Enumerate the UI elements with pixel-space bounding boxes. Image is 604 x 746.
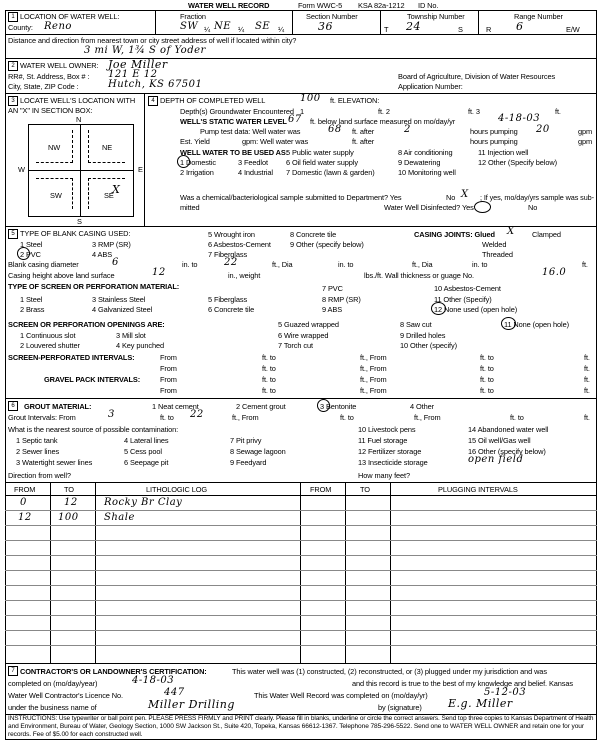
joints-welded[interactable]: Welded [482, 240, 507, 249]
yield-after: ft. after [352, 137, 375, 146]
interval-to-2: ft. to [480, 386, 494, 395]
groundwater-1: 1 [300, 107, 305, 116]
grout-intervals-label: Grout Intervals: From [8, 413, 76, 422]
interval-to-2: ft. to [480, 364, 494, 373]
chem-question: Was a chemical/bacteriological sample submitted to Department? Yes [180, 193, 402, 202]
use-option[interactable]: 1 Domestic [180, 158, 216, 167]
log-header-from: FROM [14, 485, 36, 494]
log-from[interactable]: 0 [20, 497, 27, 508]
yield-label: Est. Yield [180, 137, 210, 146]
locate-subtitle: AN "X" IN SECTION BOX: [8, 106, 93, 115]
screen-option[interactable]: 9 ABS [322, 305, 343, 314]
business-value[interactable]: Miller Drilling [148, 698, 235, 711]
casing-option[interactable]: 2 PVC [20, 250, 41, 259]
city-value[interactable]: Hutch, KS 67501 [108, 79, 203, 90]
distance-value[interactable]: 3 mi W, 1¾ S of Yoder [84, 45, 206, 56]
rule [5, 663, 597, 664]
township-s: S [458, 25, 463, 34]
row-line [5, 540, 597, 541]
license-label: Water Well Contractor's Licence No. [8, 691, 123, 700]
locate-title: LOCATE WELL'S LOCATION WITH [20, 96, 136, 105]
rule [5, 482, 597, 483]
diameter-label: Blank casing diameter [8, 260, 79, 269]
contam-option[interactable]: 1 Septic tank [16, 436, 58, 445]
pump-label: Pump test data: Well water was [200, 127, 301, 136]
section-5-number: 5 [8, 229, 18, 239]
static-value[interactable]: 67 [288, 114, 302, 125]
interval-to: ft. to [262, 375, 276, 384]
section-4-number: 4 [148, 96, 158, 106]
id-label: ID No. [418, 1, 439, 10]
signature-value[interactable]: E.g. Miller [448, 697, 513, 710]
diameter-in-to: in. to [182, 260, 198, 269]
interval-end: ft. [584, 375, 590, 384]
section-3-number: 3 [8, 96, 18, 106]
opening-option[interactable]: 2 Louvered shutter [20, 341, 80, 350]
grout-option[interactable]: 3 Bentonite [320, 402, 357, 411]
county-value[interactable]: Reno [44, 21, 72, 32]
township-t: T [384, 25, 389, 34]
instructions-2: and Environment, Bureau of Water, Geology Section, 1000 SW Jackson St., Suite 420, Topeka, Kansas 66612-1367. Telephone 785-296-5522. Send one to WATER WELL OWNER and retain one for your [8, 723, 584, 730]
screen-option[interactable]: 4 Galvanized Steel [92, 305, 153, 314]
screen-option[interactable]: 2 Brass [20, 305, 45, 314]
form-title: WATER WELL RECORD [188, 1, 270, 10]
divider [292, 11, 293, 34]
opening-option[interactable]: 1 Continuous slot [20, 331, 76, 340]
contam-option[interactable]: 15 Oil well/Gas well [468, 436, 531, 445]
address-label: RR#, St. Address, Box # : [8, 72, 90, 81]
fraction-q3[interactable]: SE [255, 21, 271, 32]
quarter-mark: ¼ [278, 25, 285, 34]
height-value[interactable]: 12 [152, 267, 166, 278]
use-option[interactable]: 6 Oil field water supply [286, 158, 358, 167]
screen-option[interactable]: 3 Stainless Steel [92, 295, 146, 304]
use-option[interactable]: 3 Feedlot [238, 158, 268, 167]
row-line [5, 510, 597, 511]
casing-option[interactable]: 3 RMP (SR) [92, 240, 131, 249]
instructions-1: INSTRUCTIONS: Use typewriter or ball point pen. PLEASE PRESS FIRMLY and PRINT clearly. Please fill in blanks, underline or circle the correct answers. Send top three copies to Kansas Department of Health [8, 715, 594, 722]
signature-label: by (signature) [378, 703, 422, 712]
interval-to: ft. to [262, 353, 276, 362]
screen-option[interactable]: 5 Fiberglass [208, 295, 248, 304]
pump-ft[interactable]: 68 [328, 124, 342, 135]
row-line [5, 585, 597, 586]
casing-option[interactable]: 5 Wrought iron [208, 230, 255, 239]
fraction-label: Fraction [180, 12, 206, 21]
rule [5, 495, 597, 496]
interval-from: From [160, 386, 177, 395]
record-date[interactable]: 5-12-03 [484, 687, 527, 698]
groundwater-2: ft. 2 [378, 107, 390, 116]
log-header-to: TO [64, 485, 74, 494]
groundwater-3: ft. 3 [468, 107, 480, 116]
divider [478, 11, 479, 34]
interval-from: From [160, 375, 177, 384]
grout-option[interactable]: 2 Cement grout [236, 402, 286, 411]
row-line [5, 630, 597, 631]
grout-rest-2: ft. to [340, 413, 354, 422]
county-label: County: [8, 23, 33, 32]
interval-to-2: ft. to [480, 375, 494, 384]
disinfect-yes-circle [474, 201, 491, 213]
log-to[interactable]: 100 [58, 512, 79, 523]
log-desc[interactable]: Shale [104, 512, 135, 523]
casing-option[interactable]: 8 Concrete tile [290, 230, 337, 239]
completed-label: completed on (mo/day/year) [8, 679, 98, 688]
use-selected-circle [177, 155, 190, 168]
grout-option[interactable]: 1 Neat cement [152, 402, 199, 411]
openings-title: SCREEN OR PERFORATION OPENINGS ARE: [8, 320, 165, 329]
compass-e: E [138, 165, 143, 174]
joints-label: CASING JOINTS: Glued [414, 230, 495, 239]
rule [5, 58, 597, 59]
interval-from: From [160, 353, 177, 362]
interval-end: ft. [584, 386, 590, 395]
chem-no-mark: X [461, 189, 469, 200]
use-option[interactable]: 5 Public water supply [286, 148, 354, 157]
use-label: WELL WATER TO BE USED AS: [180, 148, 289, 157]
form-number: Form WWC-5 [298, 1, 343, 10]
spi-label: SCREEN-PERFORATED INTERVALS: [8, 353, 135, 362]
row-line [5, 555, 597, 556]
direction-label: Direction from well? [8, 471, 71, 480]
owner-value[interactable]: Joe Miller [108, 58, 168, 71]
chem-tail: ; If yes, mo/day/yrs sample was sub- [480, 193, 594, 202]
fraction-q1[interactable]: SW [180, 21, 199, 32]
certification-line-1: This water well was (1) constructed, (2) reconstructed, or (3) plugged under my jurisdiction and was [232, 667, 547, 676]
grout-rest-4: ft. to [510, 413, 524, 422]
diameter-ft-dia: ft., Dia [272, 260, 293, 269]
screen-option[interactable]: 11 Other (Specify) [434, 295, 492, 304]
business-label: under the business name of [8, 703, 97, 712]
diameter-in-to-3: in. to [472, 260, 488, 269]
static-date[interactable]: 4-18-03 [498, 113, 541, 124]
casing-option[interactable]: 7 Fiberglass [208, 250, 248, 259]
opening-option[interactable]: 7 Torch cut [278, 341, 313, 350]
pump-after: ft. after [352, 127, 375, 136]
screen-option[interactable]: 6 Concrete tile [208, 305, 255, 314]
screen-option[interactable]: 1 Steel [20, 295, 43, 304]
row-line [5, 645, 597, 646]
contam-option[interactable]: 9 Feedyard [230, 458, 267, 467]
pump-hours[interactable]: 2 [404, 124, 411, 135]
static-label: WELL'S STATIC WATER LEVEL [180, 117, 287, 126]
pump-gpm[interactable]: 20 [536, 124, 550, 135]
quadrant-se: SE [104, 191, 114, 200]
certification-line-2: and this record is true to the best of my knowledge and belief. Kansas [352, 679, 574, 688]
section-2-number: 2 [8, 61, 18, 71]
yield-gpm-end: gpm [578, 137, 593, 146]
diameter-in-to-2: in. to [338, 260, 354, 269]
rule [5, 398, 597, 399]
instructions-3: records. Fee of $5.00 for each constructed well. [8, 731, 143, 738]
thickness-label: lbs./ft. Wall thickness or guage No. [364, 271, 474, 280]
contam-option[interactable]: 13 Insecticide storage [358, 458, 428, 467]
location-x-mark[interactable]: X [112, 183, 121, 196]
contam-option[interactable]: 3 Watertight sewer lines [16, 458, 93, 467]
diameter-value[interactable]: 6 [112, 257, 119, 268]
joints-mark: X [507, 226, 515, 237]
address-value[interactable]: 121 E 12 [108, 69, 158, 80]
casing-option[interactable]: 4 ABS [92, 250, 113, 259]
row-line [5, 615, 597, 616]
log-header-plugging: PLUGGING INTERVALS [438, 485, 518, 494]
frame-top [5, 10, 597, 11]
grout-selected-circle [317, 399, 330, 412]
static-after: ft. below land surface measured on mo/day/yr [310, 117, 456, 126]
groundwater-label: Depth(s) Groundwater Encountered [180, 107, 294, 116]
opening-selected-circle [501, 317, 516, 330]
interval-from-2: ft., From [360, 375, 387, 384]
row-line [5, 570, 597, 571]
completed-value[interactable]: 4-18-03 [132, 675, 175, 686]
log-header-to-2: TO [360, 485, 370, 494]
grout-label: GROUT MATERIAL: [24, 402, 92, 411]
frame-bottom [5, 739, 597, 740]
opening-option[interactable]: 6 Wire wrapped [278, 331, 329, 340]
contam-option[interactable]: 14 Abandoned water well [468, 425, 549, 434]
location-title: LOCATION OF WATER WELL: [20, 12, 120, 21]
interval-to: ft. to [262, 386, 276, 395]
screen-title: TYPE OF SCREEN OR PERFORATION MATERIAL: [8, 282, 180, 291]
casing-option[interactable]: 6 Asbestos-Cement [208, 240, 271, 249]
contam-option[interactable]: 5 Cess pool [124, 447, 162, 456]
quarter-mark: ¼ [238, 25, 245, 34]
interval-from-2: ft., From [360, 386, 387, 395]
contam-option[interactable]: 16 Other (specify below) [468, 447, 546, 456]
contam-option[interactable]: 8 Sewage lagoon [230, 447, 286, 456]
grout-rest-3: ft., From [414, 413, 441, 422]
fraction-q2[interactable]: NE [214, 21, 232, 32]
pump-hours-label: hours pumping [470, 127, 518, 136]
compass-s: S [77, 217, 82, 226]
casing-title: TYPE OF BLANK CASING USED: [20, 229, 131, 238]
range-ew: E/W [566, 25, 580, 34]
contam-option[interactable]: 10 Livestock pens [358, 425, 416, 434]
ksa-number: KSA 82a-1212 [358, 1, 405, 10]
joints-threaded[interactable]: Threaded [482, 250, 513, 259]
rule [5, 34, 597, 35]
opening-option[interactable]: 11 None (open hole) [504, 320, 569, 329]
section-value[interactable]: 36 [318, 20, 333, 33]
depth-label: DEPTH OF COMPLETED WELL [160, 96, 266, 105]
contam-other-value[interactable]: open field [468, 454, 524, 465]
use-option[interactable]: 2 Irrigation [180, 168, 214, 177]
section-box-hline [28, 170, 134, 171]
interval-to-2: ft. to [480, 353, 494, 362]
compass-w: W [18, 165, 25, 174]
certification-line-3: This Water Well Record was completed on (mo/day/yr) [254, 691, 428, 700]
gpm-label: gpm [578, 127, 593, 136]
board-label: Board of Agriculture, Division of Water Resources [398, 72, 556, 81]
quadrant-sw: SW [50, 191, 62, 200]
range-value[interactable]: 6 [516, 20, 524, 33]
opening-option[interactable]: 3 Mill slot [116, 331, 146, 340]
distance-label: Distance and direction from nearest town or city street address of well if located within city? [8, 36, 297, 45]
grout-from[interactable]: 3 [108, 409, 115, 420]
use-option[interactable]: 10 Monitoring well [398, 168, 456, 177]
license-value[interactable]: 447 [164, 687, 185, 698]
opening-option[interactable]: 4 Key punched [116, 341, 165, 350]
row-line [5, 525, 597, 526]
interval-from: From [160, 364, 177, 373]
range-r: R [486, 25, 492, 34]
joints-clamped[interactable]: Clamped [532, 230, 561, 239]
opening-option[interactable]: 5 Guazed wrapped [278, 320, 339, 329]
certification-title: CONTRACTOR'S OR LANDOWNER'S CERTIFICATION: [20, 667, 207, 676]
diameter-end: ft. [582, 260, 588, 269]
grout-to-label: ft. to [160, 413, 174, 422]
section-box-bottom [28, 216, 134, 217]
opening-option[interactable]: 8 Saw cut [400, 320, 432, 329]
interval-end: ft. [584, 364, 590, 373]
yield-hours: hours pumping [470, 137, 518, 146]
quarter-mark: ¼ [204, 25, 211, 34]
depth-value[interactable]: 100 [300, 93, 321, 104]
opening-option[interactable]: 10 Other (specify) [400, 341, 457, 350]
casing-option[interactable]: 1 Steel [20, 240, 43, 249]
disinfect-label: Water Well Disinfected? Yes [384, 203, 474, 212]
divider [380, 11, 381, 34]
contam-option[interactable]: 4 Lateral lines [124, 436, 169, 445]
elevation-label: ft. ELEVATION: [330, 96, 380, 105]
contam-option[interactable]: 2 Sewer lines [16, 447, 60, 456]
gauge-value[interactable]: 16.0 [542, 267, 567, 278]
grout-end: ft. [584, 413, 590, 422]
yield-gpm: gpm: Well water was [242, 137, 309, 146]
contam-label: What is the nearest source of possible contamination: [8, 425, 179, 434]
divider [144, 94, 145, 226]
contam-option[interactable]: 11 Fuel storage [358, 436, 408, 445]
casing-option[interactable]: 9 Other (specify below) [290, 240, 364, 249]
screen-option[interactable]: 10 Asbestos-Cement [434, 284, 501, 293]
grout-rest: ft., From [232, 413, 259, 422]
gpi-label: GRAVEL PACK INTERVALS: [44, 375, 141, 384]
interval-to: ft. to [262, 364, 276, 373]
log-to[interactable]: 12 [64, 497, 78, 508]
city-label: City, State, ZIP Code : [8, 82, 79, 91]
contam-option[interactable]: 12 Fertilizer storage [358, 447, 422, 456]
grout-to[interactable]: 22 [190, 409, 204, 420]
interval-from-2: ft., From [360, 364, 387, 373]
weight-label: in., weight [228, 271, 261, 280]
quadrant-nw: NW [48, 143, 61, 152]
use-option[interactable]: 9 Dewatering [398, 158, 441, 167]
compass-n: N [76, 115, 82, 124]
use-option[interactable]: 11 Injection well [478, 148, 529, 157]
mitted-label: mitted [180, 203, 200, 212]
row-line [5, 600, 597, 601]
owner-label: WATER WELL OWNER: [20, 61, 99, 70]
log-header-from-2: FROM [310, 485, 332, 494]
divider [155, 11, 156, 34]
application-label: Application Number: [398, 82, 463, 91]
screen-selected-circle [431, 302, 446, 315]
grout-option[interactable]: 4 Other [410, 402, 434, 411]
interval-end: ft. [584, 353, 590, 362]
diameter-ft-dia-2: ft., Dia [412, 260, 433, 269]
chem-no[interactable]: No [446, 193, 456, 202]
range-label: Range Number [514, 12, 563, 21]
screen-option[interactable]: 7 PVC [322, 284, 343, 293]
section-7-number: 7 [8, 666, 18, 676]
section-box-top [28, 124, 134, 125]
use-option[interactable]: 8 Air conditioning [398, 148, 453, 157]
height-label: Casing height above land surface [8, 271, 115, 280]
log-from[interactable]: 12 [18, 512, 32, 523]
section-6-number: 6 [8, 401, 18, 411]
log-header-lithologic: LITHOLOGIC LOG [146, 485, 208, 494]
casing-selected-circle [17, 247, 30, 260]
quadrant-ne: NE [102, 143, 113, 152]
use-option[interactable]: 12 Other (Specify below) [478, 158, 557, 167]
contam-option[interactable]: 6 Seepage pit [124, 458, 169, 467]
how-many-label: How many feet? [358, 471, 411, 480]
opening-option[interactable]: 9 Drilled holes [400, 331, 446, 340]
use-option[interactable]: 7 Domestic (lawn & garden) [286, 168, 375, 177]
township-label: Township Number [407, 12, 465, 21]
section-1-number: 1 [8, 12, 18, 22]
section-label: Section Number [306, 12, 358, 21]
screen-option[interactable]: 12 None used (open hole) [434, 305, 518, 314]
interval-from-2: ft., From [360, 353, 387, 362]
township-value[interactable]: 24 [406, 20, 421, 33]
diameter-to[interactable]: 22 [224, 257, 238, 268]
contam-option[interactable]: 7 Pit privy [230, 436, 262, 445]
log-desc[interactable]: Rocky Br Clay [104, 497, 183, 508]
groundwater-end: ft. [555, 107, 561, 116]
screen-option[interactable]: 8 RMP (SR) [322, 295, 361, 304]
disinfect-no[interactable]: No [528, 203, 538, 212]
use-option[interactable]: 4 Industrial [238, 168, 273, 177]
